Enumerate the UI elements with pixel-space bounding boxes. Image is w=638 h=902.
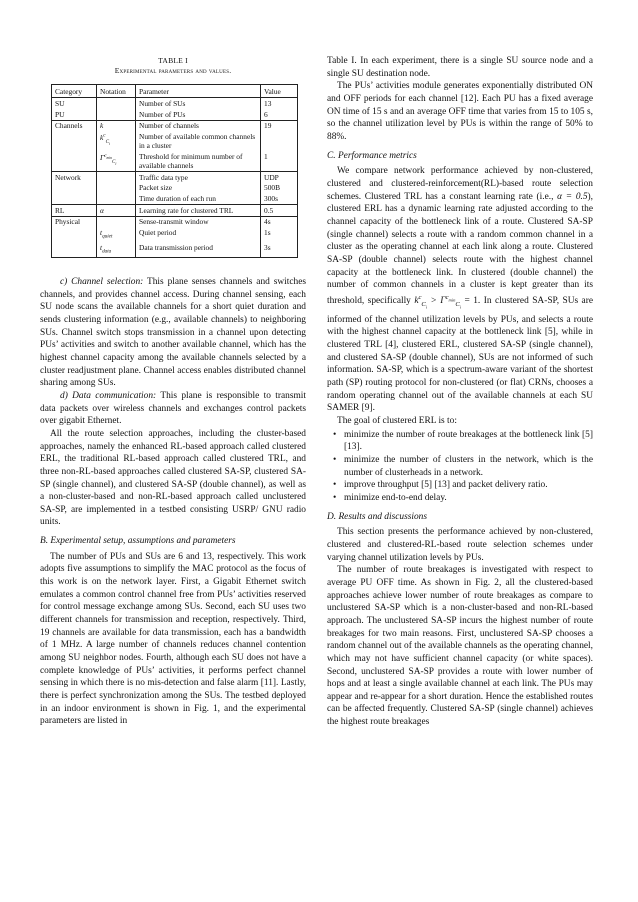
goal-list	[327, 429, 593, 505]
cell-value: 4s	[261, 216, 298, 227]
cell-category: Network	[52, 172, 97, 183]
cell-notation	[97, 109, 136, 120]
cell-parameter: Sense-transmit window	[136, 216, 261, 227]
list-item: • minimize the number of route breakages at the bottleneck link [5] [13].	[333, 429, 593, 453]
paragraph-data-communication: d) Data communication: This plane is responsible to transmit data packets over wireless channels and exchanges control packets over gigabit Ethernet.	[40, 390, 306, 427]
table-row	[52, 204, 298, 216]
cell-category: SU	[52, 98, 97, 109]
cell-parameter: Data transmission period	[136, 242, 261, 258]
table-row	[52, 242, 298, 258]
paragraph-continued: Table I. In each experiment, there is a single SU source node and a single SU destination node.	[327, 56, 593, 79]
table-row	[52, 98, 298, 109]
table-row	[52, 151, 298, 172]
cell-parameter: Time duration of each run	[136, 193, 261, 204]
bullet-icon: •	[333, 492, 337, 503]
cell-value: 1s	[261, 227, 298, 242]
cell-value: UDP	[261, 172, 298, 183]
subsection-heading: d) Data communication:	[60, 390, 157, 401]
paragraph-channel-selection: c) Channel selection: This plane senses channels and switches channels, and provides channel access. During channel sensing, each SU node scans the available channels for a short quiet duration and sends clustering information (e.g., available channels) to neighboring SUs. Channel switch stops transmission in a channel upon detecting PUs’ activities and switch to another available channel, which has the highest channel capacity among the available channels selected by a cluster readjustment plane. Channel access enables distributed channel sharing among SUs.	[40, 277, 307, 389]
cell-notation: α	[97, 204, 136, 216]
cell-category	[52, 183, 97, 194]
cell-parameter: Threshold for minimum number of available channels	[136, 151, 261, 172]
cell-notation	[97, 172, 136, 183]
table-row	[52, 216, 298, 227]
table-caption-text: Experimental parameters and values.	[114, 66, 232, 75]
cell-value: 300s	[261, 193, 298, 204]
paragraph-compare: We compare network performance achieved by non-clustered, clustered and clustered-reinforcement(RL)-based route selection schemes. Clustered TRL has a constant learning rate (i.e., α = 0.5), clustered ERL has a dynamic learning rate adjusted according to the channel capacity of the bottleneck link of a route. Clustered SA-SP (single channel) selects a route with a random common channel in a cluster as the operating channel at each link along a route. Clustered SA-SP (double channel) selects route with the highest channel capacity at the bottleneck link. In clustered (double channel) the number of common channels in a cluster is kept greater than its threshold, specifically $k^c_{C_i} > \Gamma^{c_{min}}_{C_i} = 1$. In clustered SA-SP, SUs are informed of the channel utilization levels by PUs, and selects a route with the highest channel capacity at the bottleneck link [5], while in clustered TRL [4], clustered ERL, clustered SA-SP (single channel), and clustered SA-SP (double channel), SUs are not informed of such information. SA-SP, which is a spectrum-aware variant of the shortest path (SP) routing protocol for non-clustered (or flat) CRNs, chooses a random operating channel out of the available channels at each SU SAMER [9].	[327, 166, 594, 414]
cell-notation: $t_{quiet}$	[97, 227, 136, 242]
cell-notation	[97, 183, 136, 194]
section-heading-b: B. Experimental setup, assumptions and parameters	[40, 536, 236, 547]
threshold-formula: $k^c_{C_i} > \Gamma^{c_{min}}_{C_i}$	[414, 293, 462, 310]
cell-parameter: Number of channels	[136, 120, 261, 131]
cell-value: 13	[261, 98, 298, 109]
cell-value	[261, 131, 298, 151]
cell-value: 0.5	[261, 204, 298, 216]
paragraph-results: This section presents the performance achieved by non-clustered, clustered and clustered-RL-based route selection schemes under varying channel utilization levels by PUs.	[327, 527, 593, 563]
section-heading-c: C. Performance metrics	[327, 150, 417, 161]
cell-value: 3s	[261, 242, 298, 258]
paragraph-pu-activities: The PUs’ activities module generates exponentially distributed ON and OFF periods for each channel [12]. Each PU has a fixed average ON time of 15 s and an average OFF time that varies from 15 to 105 s, so the channel utilization level by PUs is within the range of 50% to 88%.	[327, 81, 593, 142]
paragraph-route-breakages: The number of route breakages is investigated with respect to average PU OFF time. As shown in Fig. 2, all the clustered-based approaches achieve lower number of route breakages as compare to unclustered SA-SP which is a non-cluster-based and non-RL-based approach. The unclustered SA-SP incurs the highest number of route breakages for two main reasons. First, unclustered SA-SP chooses a random channel out of the available channels as the operating channel, which may not have sufficient channel capacity (or white spaces). Second, unclustered SA-SP provides a route with lower number of hops and at least a single available channel at each link. The PUs may appear and re-appear for a short duration. Hence the established routes can be affected frequently. Clustered SA-SP (single channel) achieves the highest route breakages	[327, 565, 593, 728]
table-row	[52, 193, 298, 204]
list-item: • minimize end-to-end delay.	[333, 492, 447, 503]
parameters-table	[51, 84, 298, 258]
cell-parameter: Number of PUs	[136, 109, 261, 120]
paragraph-goal: The goal of clustered ERL is to:	[337, 416, 457, 427]
bullet-icon: •	[333, 480, 337, 491]
table-caption	[40, 56, 306, 76]
list-item: • minimize the number of clusters in the network, which is the number of clusterheads in a network.	[333, 455, 593, 478]
list-item: • improve throughput [5] [13] and packet delivery ratio.	[333, 480, 548, 491]
header-notation: Notation	[97, 85, 136, 98]
cell-parameter: Quiet period	[136, 227, 261, 242]
cell-category	[52, 242, 97, 258]
cell-value: 6	[261, 109, 298, 120]
cell-parameter: Number of available common channels in a cluster	[136, 131, 261, 151]
section-heading-d: D. Results and discussions	[327, 511, 428, 522]
table-row	[52, 172, 298, 183]
cell-value: 500B	[261, 183, 298, 194]
header-value: Value	[261, 85, 298, 98]
cell-parameter: Traffic data type	[136, 172, 261, 183]
cell-notation	[97, 98, 136, 109]
cell-notation: k	[97, 120, 136, 131]
table-row	[52, 109, 298, 120]
cell-category: RL	[52, 204, 97, 216]
cell-parameter: Number of SUs	[136, 98, 261, 109]
header-parameter: Parameter	[136, 85, 261, 98]
paragraph-setup: The number of PUs and SUs are 6 and 13, respectively. This work adopts five assumptions to simplify the MAC protocol as the focus of this work is on the network layer. First, a Gigabit Ethernet switch emulates a common control channel free from PUs’ activities reserved for control message exchange among SUs. Second, each SU uses two different channels for transmission and reception, respectively. Third, 19 channels are available for data transmission, each has a bandwidth of 1 MHz. A large number of channels reduces channel contention among SU neighbor nodes. Fourth, although each SU does not have a complete knowledge of PUs’ activities, it performs perfect channel sensing in which there is no mis-detection and false alarm [11]. Lastly, there is perfect synchronization among the SUs. The testbed deployed in an indoor environment is shown in Fig. 1, and the experimental parameters are listed in	[40, 551, 306, 727]
cell-category	[52, 193, 97, 204]
cell-notation: $k^c_{C_i}$	[97, 131, 136, 151]
cell-category	[52, 151, 97, 172]
cell-value: 19	[261, 120, 298, 131]
table-title: TABLE I	[158, 56, 188, 65]
subsection-heading: c) Channel selection:	[60, 277, 144, 287]
right-column	[327, 55, 593, 729]
bullet-icon: •	[333, 455, 337, 465]
cell-parameter: Learning rate for clustered TRL	[136, 204, 261, 216]
cell-notation: $\Gamma^{c_{min}}_{C_i}$	[97, 151, 136, 172]
cell-notation	[97, 216, 136, 227]
table-row	[52, 183, 298, 194]
cell-category: Channels	[52, 120, 97, 131]
cell-category: PU	[52, 109, 97, 120]
cell-category	[52, 131, 97, 151]
bullet-icon: •	[333, 429, 337, 440]
table-header-row	[52, 85, 298, 98]
cell-category	[52, 227, 97, 242]
table-row	[52, 120, 298, 131]
alpha-value: α = 0.5	[557, 191, 588, 202]
cell-value: 1	[261, 151, 298, 172]
header-category: Category	[52, 85, 97, 98]
cell-notation: $t_{data}$	[97, 242, 136, 258]
left-column	[40, 276, 306, 728]
table-row	[52, 227, 298, 242]
table-row	[52, 131, 298, 151]
cell-category: Physical	[52, 216, 97, 227]
cell-parameter: Packet size	[136, 183, 261, 194]
paragraph-route-approaches: All the route selection approaches, including the cluster-based approaches, namely the enhanced RL-based approach called clustered ERL, the traditional RL-based approach called clustered TRL, and three non-RL-based approaches called clustered SA-SP, clustered SA-SP (single channel), and clustered SA-SP (double channel), as well as a non-cluster-based and non-RL-based approach called unclustered SA-SP, are implemented in a testbed consisting USRP/ GNU radio units.	[40, 428, 306, 528]
cell-notation	[97, 193, 136, 204]
